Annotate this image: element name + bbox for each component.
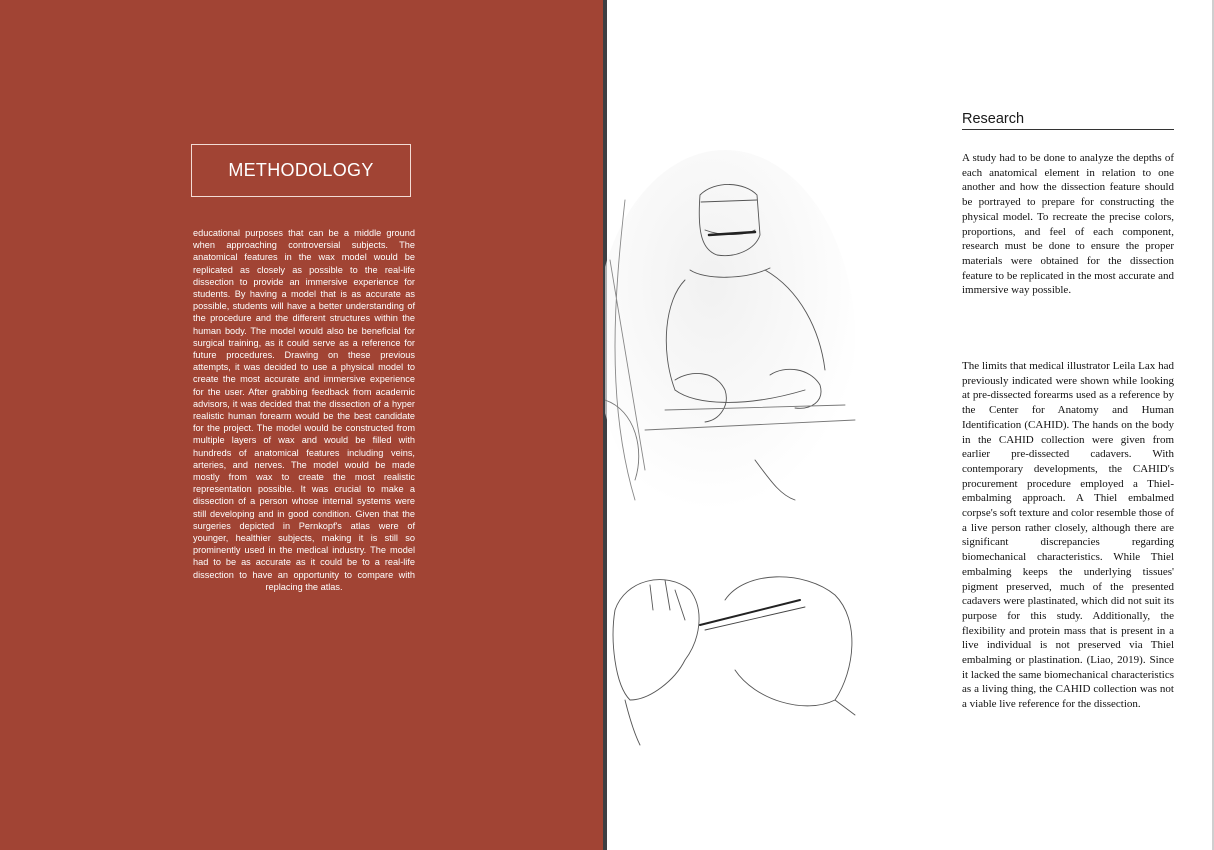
research-heading: Research [962,111,1174,130]
research-paragraph-1: A study had to be done to analyze the depths of each anatomical element in relation to one another and how the dissection feature should be portrayed to prepare for constructing the physical model. To recreate the precise colors, proportions, and feel of each component, research must be done to ensure the proper materials were obtained for the dissection feature to be replicated in the most accurate and immersive way possible. [962,152,1174,297]
methodology-body-text: educational purposes that can be a middle ground when approaching controversial subjects. The anatomical features in the wax model would be replicated as closely as possible to the real-life dissection to provide an immersive experience for students. By having a model that is as accurate as possible, students will have a better understanding of the procedure and the different structures within the human body. The model would also be beneficial for surgical training, as it could serve as a reference for future procedures. Drawing on these previous attempts, it was decided to use a physical model to create the most accurate and immersive experience for the user. After grabbing feedback from academic advisors, it was decided that the dissection of a hyper realistic human forearm would be the best candidate for the project. The model would be constructed from multiple layers of wax and would be filled with hundreds of anatomical features including veins, arteries, and nerves. The model would be made mostly from wax to create the most realistic representation possible. It was crucial to make a dissection of a person whose internal systems were still developing and in good condition. Given that the surgeries depicted in Pernkopf's atlas were of younger, healthier subjects, making it is still so prominently used in the medical industry. The model had to be as accurate as it could be to a real-life dissection to have an opportunity to compare with replacing the atlas. [193,228,415,592]
methodology-title: METHODOLOGY [228,160,374,180]
research-paragraph-2: The limits that medical illustrator Leila Lax had previously indicated were shown while looking at pre-dissected forearms used as a reference by the Center for Anatomy and Human Identification (CAHID). The hands on the body in the CAHID collection were given from earlier pre-dissected cadavers. With contemporary developments, the CAHID's procurement procedure employed a Thiel-embalming approach. A Thiel embalmed corpse's soft texture and color resemble those of a live person rather closely, although there are significant discrepancies regarding biomechanical characteristics. While Thiel embalming keeps the underlying tissues' pigment preserved, much of the presented cadavers were plastinated, which did not suit its purpose for this study. Additionally, the flexibility and protein mass that is present in a live individual is not preserved via Thiel embalming or plastination. (Liao, 2019). Since it lacked the same biomechanical characteristics as a living thing, the CAHID collection was not a viable live reference for the dissection. [962,360,1174,711]
methodology-title-box [191,144,411,197]
surgeon-sketch-illustration [605,140,865,750]
left-page [0,0,603,850]
